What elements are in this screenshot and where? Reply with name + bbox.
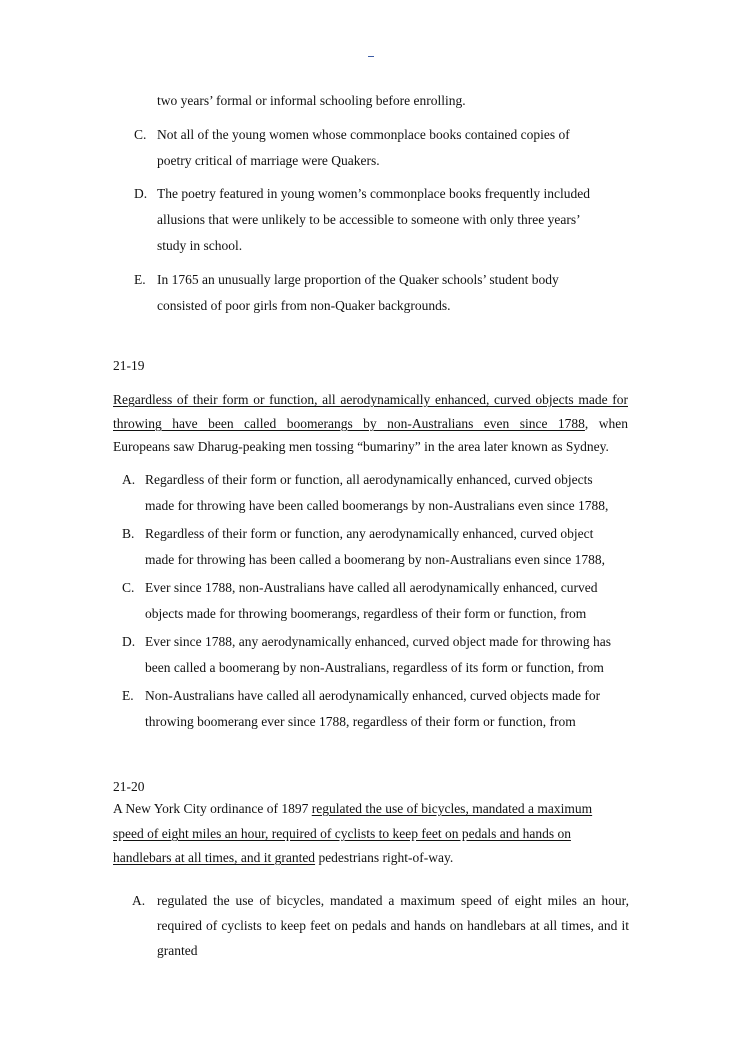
question-number: 21-19 xyxy=(113,358,145,373)
option-letter: C. xyxy=(122,580,135,595)
question-stem-text: Europeans saw Dharug-peaking men tossing “bumariny” in the area later known as Sydney. xyxy=(113,439,609,454)
option-text: In 1765 an unusually large proportion of the Quaker schools’ student body xyxy=(157,272,559,287)
option-text: objects made for throwing boomerangs, regardless of their form or function, from xyxy=(145,606,587,621)
question-stem-line xyxy=(113,415,628,433)
option-text: Ever since 1788, any aerodynamically enhanced, curved object made for throwing has xyxy=(145,634,611,649)
option-letter: B. xyxy=(122,526,135,541)
option-text: made for throwing has been called a boomerang by non-Australians even since 1788, xyxy=(145,552,605,567)
option-letter: A. xyxy=(132,893,146,908)
option-text: Regardless of their form or function, all aerodynamically enhanced, curved objects xyxy=(145,472,593,487)
option-letter: D. xyxy=(122,634,136,649)
option-text: poetry critical of marriage were Quakers. xyxy=(157,153,380,168)
option-b-continuation: two years’ formal or informal schooling before enrolling. xyxy=(157,93,466,108)
option-letter: E. xyxy=(134,272,146,287)
question-stem-text: , when xyxy=(584,416,628,431)
option-text: regulated the use of bicycles, mandated a maximum speed of eight miles an hour, xyxy=(157,893,629,908)
option-letter: D. xyxy=(134,186,148,201)
option-text: granted xyxy=(157,943,198,958)
option-letter: C. xyxy=(134,127,147,142)
option-text: required of cyclists to keep feet on pedals and hands on handlebars at all times, and it xyxy=(157,918,629,933)
option-text: throwing boomerang ever since 1788, regardless of their form or function, from xyxy=(145,714,576,729)
option-text: Regardless of their form or function, any aerodynamically enhanced, curved object xyxy=(145,526,594,541)
option-letter: E. xyxy=(122,688,134,703)
question-stem-underlined: throwing have been called boomerangs by non-Australians even since 1788 xyxy=(113,416,585,431)
question-number: 21-20 xyxy=(113,779,145,794)
question-stem-line xyxy=(113,849,453,867)
option-text: study in school. xyxy=(157,238,243,253)
option-text: Ever since 1788, non-Australians have called all aerodynamically enhanced, curved xyxy=(145,580,598,595)
option-text: consisted of poor girls from non-Quaker backgrounds. xyxy=(157,298,451,313)
option-text: The poetry featured in young women’s commonplace books frequently included xyxy=(157,186,591,201)
question-stem-underlined: regulated the use of bicycles, mandated a maximum xyxy=(311,801,593,816)
question-stem-underlined: Regardless of their form or function, all aerodynamically enhanced, curved objects made for xyxy=(113,392,628,407)
option-text: Not all of the young women whose commonplace books contained copies of xyxy=(157,127,570,142)
option-text: Non-Australians have called all aerodynamically enhanced, curved objects made for xyxy=(145,688,601,703)
question-stem-underlined: speed of eight miles an hour, required of cyclists to keep feet on pedals and hands on xyxy=(113,826,571,841)
header-mark xyxy=(368,56,374,57)
option-text: made for throwing have been called boomerangs by non-Australians even since 1788, xyxy=(145,498,609,513)
option-text: been called a boomerang by non-Australians, regardless of its form or function, from xyxy=(145,660,604,675)
question-stem-line xyxy=(113,800,592,818)
question-stem-text: pedestrians right-of-way. xyxy=(315,850,454,865)
option-text: allusions that were unlikely to be accessible to someone with only three years’ xyxy=(157,212,581,227)
question-stem-underlined: handlebars at all times, and it granted xyxy=(113,850,316,865)
question-stem-text: A New York City ordinance of 1897 xyxy=(113,801,312,816)
option-letter: A. xyxy=(122,472,136,487)
